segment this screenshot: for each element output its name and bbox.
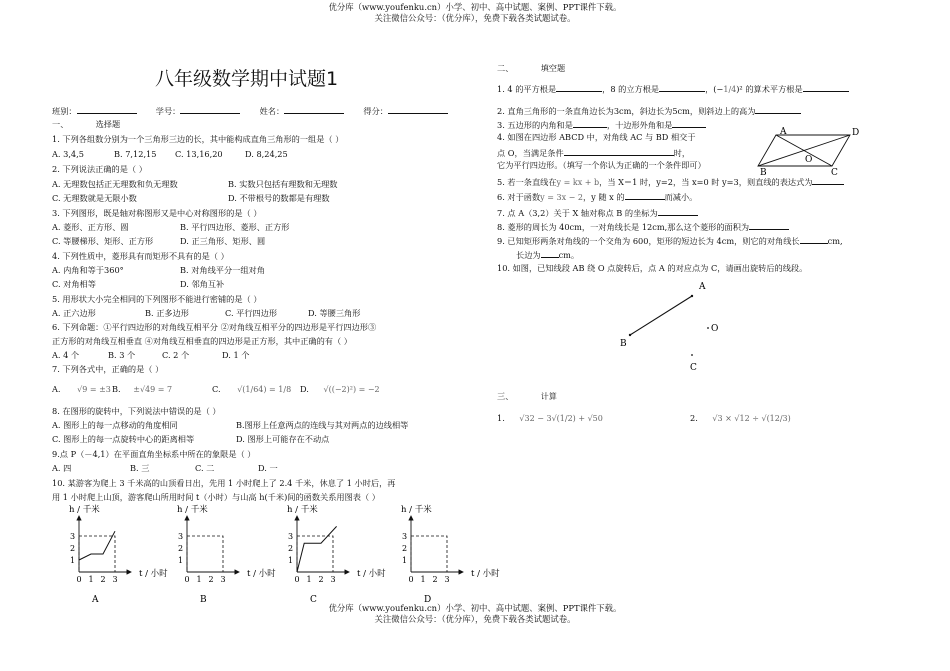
y-axis-label: h / 千米 bbox=[287, 505, 318, 515]
q8-option-d[interactable]: D. 图形上可能存在不动点 bbox=[236, 434, 330, 444]
fill-8 bbox=[497, 220, 789, 233]
fill-6-text-b: ，y 随 x 的 bbox=[582, 192, 625, 202]
calc-2-expr: √3 × √12 ÷ √(12/3) bbox=[712, 414, 791, 423]
fill-5-expr: y = kx + b bbox=[556, 178, 600, 187]
fill-6-blank[interactable] bbox=[625, 190, 665, 200]
y-tick-label: 2 bbox=[178, 544, 184, 553]
dashed-frame bbox=[411, 536, 447, 572]
footer-line-2: 关注微信公众号：（优分库），免费下载各类试题试卷。 bbox=[374, 614, 576, 624]
section-1-number: 一、 bbox=[52, 119, 69, 129]
q2-option-b[interactable]: B. 实数只包括有理数和无理数 bbox=[228, 179, 338, 189]
fill-6-expr: y = 3x − 2 bbox=[540, 193, 583, 202]
fill-1 bbox=[497, 82, 849, 95]
section-2-label: 填空题 bbox=[540, 63, 566, 73]
q5-option-b[interactable]: B. 正多边形 bbox=[145, 308, 189, 318]
graph-caption: C bbox=[310, 595, 317, 604]
q7-option-d-expr: √((−2)²) = −2 bbox=[323, 385, 380, 394]
x-axis-label: t / 小时 bbox=[357, 569, 386, 579]
fill-4-blank[interactable] bbox=[564, 146, 674, 156]
vertex-label-b: B bbox=[760, 168, 767, 176]
q4-option-a[interactable]: A. 内角和等于360° bbox=[52, 265, 124, 275]
q7-option-c[interactable] bbox=[212, 384, 291, 394]
x-tick-label: 1 bbox=[88, 575, 94, 584]
q7-option-a-expr: √9 = ±3 bbox=[77, 385, 111, 394]
footer-line-1: 优分库（www.youfenku.cn）小学、初中、高中试题、案例、PPT课件下载。 bbox=[328, 603, 622, 613]
fill-6-text-c: 而减小。 bbox=[664, 192, 698, 202]
q7-option-d[interactable] bbox=[300, 384, 380, 394]
q10-graphs bbox=[55, 502, 525, 604]
fill-8-text: 8. 菱形的周长为 40cm，一对角线长是 12cm,那么这个菱形的面积为 bbox=[497, 222, 750, 232]
score-label: 得分： bbox=[363, 106, 388, 116]
fill-9-line-2 bbox=[516, 248, 579, 261]
q8-stem: 8. 在图形的旋转中，下列说法中错误的是（ ） bbox=[52, 406, 221, 416]
q5-option-d[interactable]: D. 等腰三角形 bbox=[308, 308, 361, 318]
q7-option-a-label: A. bbox=[52, 384, 61, 394]
fill-2 bbox=[497, 104, 801, 117]
calc-1-expr: √32 − 3√(1/2) + √50 bbox=[519, 414, 603, 423]
q4-option-b[interactable]: B. 对角线平分一组对角 bbox=[180, 265, 265, 275]
q9-stem: 9.点 P（－4,1）在平面直角坐标系中所在的象限是（ ） bbox=[52, 449, 256, 459]
q7-option-c-label: C. bbox=[212, 384, 221, 394]
fill-4-line-2-tail: 时， bbox=[673, 148, 691, 158]
fill-5-blank[interactable] bbox=[812, 175, 844, 185]
x-tick-label: 2 bbox=[208, 575, 214, 584]
y-tick-label: 1 bbox=[288, 556, 294, 565]
fill-6 bbox=[497, 190, 697, 203]
x-tick-label: 1 bbox=[306, 575, 312, 584]
q1-option-d[interactable]: D. 8,24,25 bbox=[245, 149, 288, 159]
page-header bbox=[300, 2, 650, 24]
y-tick-label: 1 bbox=[402, 556, 408, 565]
y-tick-label: 3 bbox=[402, 532, 408, 541]
header-line-2: 关注微信公众号：（优分库），免费下载各类试题试卷。 bbox=[374, 13, 576, 23]
label-b: B bbox=[620, 339, 627, 349]
parallelogram-figure bbox=[756, 124, 866, 176]
q4-stem: 4. 下列性质中，菱形具有而矩形不具有的是（ ） bbox=[52, 251, 229, 261]
fill-3-text-b: ，十边形外角和是 bbox=[606, 120, 673, 130]
fill-4-line-3: 它为平行四边形。（填写一个你认为正确的一个条件即可） bbox=[497, 160, 706, 170]
fill-9-line-1 bbox=[497, 234, 843, 247]
fill-9-text-b: cm, bbox=[827, 236, 843, 246]
y-tick-label: 2 bbox=[402, 544, 408, 553]
section-3-heading bbox=[497, 391, 557, 402]
q8-option-b[interactable]: B.图形上任意两点的连线与其对两点的边线相等 bbox=[236, 420, 409, 430]
q7-option-b[interactable] bbox=[112, 384, 172, 394]
vertex-label-c: C bbox=[831, 168, 838, 176]
graph-d bbox=[401, 504, 500, 604]
fill-7-blank[interactable] bbox=[658, 206, 698, 216]
section-1-heading bbox=[52, 119, 120, 130]
x-tick-label: 3 bbox=[220, 575, 226, 584]
section-2-number: 二、 bbox=[497, 63, 514, 73]
q5-stem: 5. 用形状大小完全相同的下列图形不能进行密铺的是（ ） bbox=[52, 294, 262, 304]
fill-1-text-b: ，8 的立方根是 bbox=[602, 84, 660, 94]
header-line-1: 优分库（www.youfenku.cn）小学、初中、高中试题、案例、PPT课件下载。 bbox=[328, 2, 622, 12]
q9-option-a[interactable]: A. 四 bbox=[52, 463, 72, 473]
y-tick-label: 1 bbox=[178, 556, 184, 565]
calc-1-number: 1. bbox=[497, 413, 505, 423]
q6-stem-line-2: 正方形的对角线互相垂直 ④对角线互相垂直的四边形是正方形，其中正确的有（ ） bbox=[52, 336, 352, 346]
fill-5 bbox=[497, 175, 844, 188]
dashed-frame bbox=[297, 536, 333, 572]
q3-option-a[interactable]: A. 菱形、正方形、圆 bbox=[52, 222, 129, 232]
fill-4-line-1: 4. 如图在四边形 ABCD 中，对角线 AC 与 BD 相交于 bbox=[497, 132, 696, 142]
graph-curve bbox=[79, 531, 115, 560]
q1-option-c[interactable]: C. 13,16,20 bbox=[175, 149, 223, 159]
q7-stem: 7. 下列各式中，正确的是（ ） bbox=[52, 364, 164, 374]
fill-2-blank[interactable] bbox=[755, 104, 801, 114]
fill-3-text-a: 3. 五边形的内角和是 bbox=[497, 120, 573, 130]
x-tick-label: 3 bbox=[444, 575, 450, 584]
fill-7 bbox=[497, 206, 698, 219]
point-a bbox=[691, 295, 693, 297]
section-2-heading bbox=[497, 63, 565, 74]
x-tick-label: 3 bbox=[112, 575, 118, 584]
point-b bbox=[629, 334, 631, 336]
q3-stem: 3. 下列图形，既是轴对称图形又是中心对称图形的是（ ） bbox=[52, 208, 262, 218]
graph-caption: A bbox=[92, 595, 99, 604]
q3-option-d[interactable]: D. 正三角形、矩形、圆 bbox=[180, 236, 266, 246]
calc-2-number: 2. bbox=[690, 413, 698, 423]
section-1-label: 选择题 bbox=[95, 119, 121, 129]
fill-7-text: 7. 点 A（3,2）关于 X 轴对称点 B 的坐标为 bbox=[497, 208, 658, 218]
center-label-o: O bbox=[805, 155, 813, 165]
graph-b bbox=[177, 504, 276, 604]
score-blank[interactable] bbox=[388, 104, 448, 114]
class-label: 班别： bbox=[52, 106, 77, 116]
y-axis-label: h / 千米 bbox=[177, 505, 208, 515]
q10-stem-line-2: 用 1 小时爬上山顶，游客爬山所用时间 t（小时）与山高 h(千米)间的函数关系用图表（ ） bbox=[52, 492, 380, 502]
fill-1-text-a: 1. 4 的平方根是 bbox=[497, 84, 557, 94]
calc-2 bbox=[690, 413, 791, 423]
fill-2-text: 2. 直角三角形的一条直角边长为3cm，斜边长为5cm，则斜边上的高为 bbox=[497, 106, 756, 116]
fill-8-blank[interactable] bbox=[749, 220, 789, 230]
q6-option-d[interactable]: D. 1 个 bbox=[222, 350, 250, 360]
y-axis-label: h / 千米 bbox=[401, 505, 432, 515]
y-tick-label: 3 bbox=[288, 532, 294, 541]
y-tick-label: 2 bbox=[70, 544, 76, 553]
q8-option-a[interactable]: A. 图形上的每一点移动的角度相同 bbox=[52, 420, 178, 430]
q2-option-d[interactable]: D. 不带根号的数都是有理数 bbox=[228, 193, 330, 203]
q6-stem-line-1: 6. 下列命题：①平行四边形的对角线互相平分 ②对角线互相平分的四边形是平行四边形③ bbox=[52, 322, 377, 332]
number-blank[interactable] bbox=[180, 104, 240, 114]
rotation-figure bbox=[610, 278, 730, 374]
number-label: 学号： bbox=[155, 106, 181, 116]
label-c: C bbox=[690, 363, 697, 373]
fill-10: 10. 如图，已知线段 AB 绕 O 点旋转后，点 A 的对应点为 C，请画出旋转后的线段。 bbox=[497, 263, 808, 273]
fill-9-text-c: 长边为 bbox=[516, 250, 541, 260]
calc-1 bbox=[497, 413, 603, 423]
label-a: A bbox=[699, 282, 706, 292]
fill-3-blank-1[interactable] bbox=[573, 118, 607, 128]
graph-curve bbox=[297, 526, 337, 572]
q1-stem: 1. 下列各组数分别为一个三角形三边的长，其中能构成直角三角形的一组是（ ） bbox=[52, 134, 344, 144]
q9-option-b[interactable]: B. 三 bbox=[130, 463, 150, 473]
x-axis-label: t / 小时 bbox=[139, 569, 168, 579]
fill-5-text-b: ，当 X＝1 时，y=2，当 x=0 时 y=3，则直线的表达式为 bbox=[599, 177, 813, 187]
diagonal-bd bbox=[758, 135, 850, 166]
graph-c bbox=[287, 504, 386, 604]
x-tick-label: 0 bbox=[76, 575, 82, 584]
x-tick-label: 3 bbox=[330, 575, 336, 584]
q7-option-b-label: B. bbox=[112, 384, 121, 394]
q7-option-d-label: D. bbox=[300, 384, 309, 394]
q1-option-b[interactable]: B. 7,12,15 bbox=[114, 149, 157, 159]
fill-4-line-2 bbox=[497, 146, 690, 159]
x-tick-label: 0 bbox=[294, 575, 300, 584]
graph-caption: D bbox=[424, 595, 432, 604]
y-tick-label: 3 bbox=[178, 532, 184, 541]
fill-1-blank-2[interactable] bbox=[659, 82, 705, 92]
name-label: 姓名： bbox=[259, 106, 285, 116]
q9-option-d[interactable]: D. 一 bbox=[258, 463, 278, 473]
q2-option-a[interactable]: A. 无理数包括正无理数和负无理数 bbox=[52, 179, 178, 189]
fill-4-line-2-text: 点 O，当满足条件 bbox=[497, 148, 564, 158]
x-tick-label: 1 bbox=[196, 575, 202, 584]
q1-option-a[interactable]: A. 3,4,5 bbox=[52, 149, 84, 159]
fill-5-text-a: 5. 若一条直线在 bbox=[497, 177, 557, 187]
y-axis-label: h / 千米 bbox=[69, 505, 100, 515]
segment-ab bbox=[630, 296, 692, 335]
q2-option-c[interactable]: C. 无理数就是无限小数 bbox=[52, 193, 137, 203]
point-c bbox=[691, 354, 693, 356]
q9-option-c[interactable]: C. 二 bbox=[195, 463, 215, 473]
q6-option-a[interactable]: A. 4 个 bbox=[52, 350, 80, 360]
graph-caption: B bbox=[200, 595, 207, 604]
x-tick-label: 0 bbox=[408, 575, 414, 584]
q10-stem-line-1: 10. 某游客为爬上 3 千米高的山顶看日出，先用 1 小时爬上了 2.4 千米，休息了 1 小时后，再 bbox=[52, 478, 396, 488]
fill-9-text-d: cm。 bbox=[558, 250, 580, 260]
x-tick-label: 0 bbox=[184, 575, 190, 584]
y-tick-label: 2 bbox=[288, 544, 294, 553]
fill-9-text-a: 9. 已知矩形两条对角线的一个交角为 600，矩形的短边长为 4cm，则它的对角线长 bbox=[497, 236, 800, 246]
q4-option-c[interactable]: C. 对角相等 bbox=[52, 279, 96, 289]
x-tick-label: 2 bbox=[100, 575, 106, 584]
fill-1-fraction: 1/4 bbox=[723, 85, 737, 94]
y-tick-label: 3 bbox=[70, 532, 76, 541]
q5-option-a[interactable]: A. 正六边形 bbox=[52, 308, 96, 318]
fill-1-text-c: ，(− bbox=[705, 84, 724, 94]
fill-9-blank-1[interactable] bbox=[800, 234, 828, 244]
fill-6-text-a: 6. 对于函数 bbox=[497, 192, 541, 202]
vertex-label-d: D bbox=[852, 128, 860, 138]
student-info-row bbox=[52, 104, 448, 117]
fill-3-blank-2[interactable] bbox=[672, 118, 706, 128]
q5-option-c[interactable]: C. 平行四边形 bbox=[225, 308, 278, 318]
name-blank[interactable] bbox=[284, 104, 344, 114]
q7-option-c-expr: √(1/64) = 1/8 bbox=[237, 385, 292, 394]
x-tick-label: 1 bbox=[420, 575, 426, 584]
section-3-label: 计算 bbox=[540, 391, 557, 401]
x-axis-label: t / 小时 bbox=[247, 569, 276, 579]
point-o bbox=[707, 327, 709, 329]
q7-option-a[interactable] bbox=[52, 384, 111, 394]
q2-stem: 2. 下列说法正确的是（ ） bbox=[52, 164, 147, 174]
q7-option-b-expr: ±√49 = 7 bbox=[133, 385, 173, 394]
q3-option-b[interactable]: B. 平行四边形、菱形、正方形 bbox=[180, 222, 290, 232]
vertex-label-a: A bbox=[780, 127, 787, 137]
class-blank[interactable] bbox=[77, 104, 137, 114]
fill-1-blank-1[interactable] bbox=[556, 82, 602, 92]
q6-option-b[interactable]: B. 3 个 bbox=[108, 350, 136, 360]
dashed-frame bbox=[187, 536, 223, 572]
x-tick-label: 2 bbox=[432, 575, 438, 584]
fill-1-blank-3[interactable] bbox=[803, 82, 849, 92]
fill-3 bbox=[497, 118, 706, 131]
section-3-number: 三、 bbox=[497, 391, 514, 401]
page-footer bbox=[300, 603, 650, 625]
x-tick-label: 2 bbox=[318, 575, 324, 584]
q6-option-c[interactable]: C. 2 个 bbox=[162, 350, 190, 360]
label-o: O bbox=[711, 324, 719, 334]
q4-option-d[interactable]: D. 邻角互补 bbox=[180, 279, 225, 289]
q3-option-c[interactable]: C. 等腰梯形、矩形、正方形 bbox=[52, 236, 154, 246]
page-title: 八年级数学期中试题1 bbox=[155, 68, 339, 90]
q8-option-c[interactable]: C. 图形上的每一点旋转中心的距离相等 bbox=[52, 434, 195, 444]
x-axis-label: t / 小时 bbox=[471, 569, 500, 579]
fill-9-blank-2[interactable] bbox=[541, 248, 559, 258]
y-tick-label: 1 bbox=[70, 556, 76, 565]
fill-1-text-d: )² 的算术平方根是 bbox=[736, 84, 803, 94]
graph-a bbox=[69, 504, 168, 604]
